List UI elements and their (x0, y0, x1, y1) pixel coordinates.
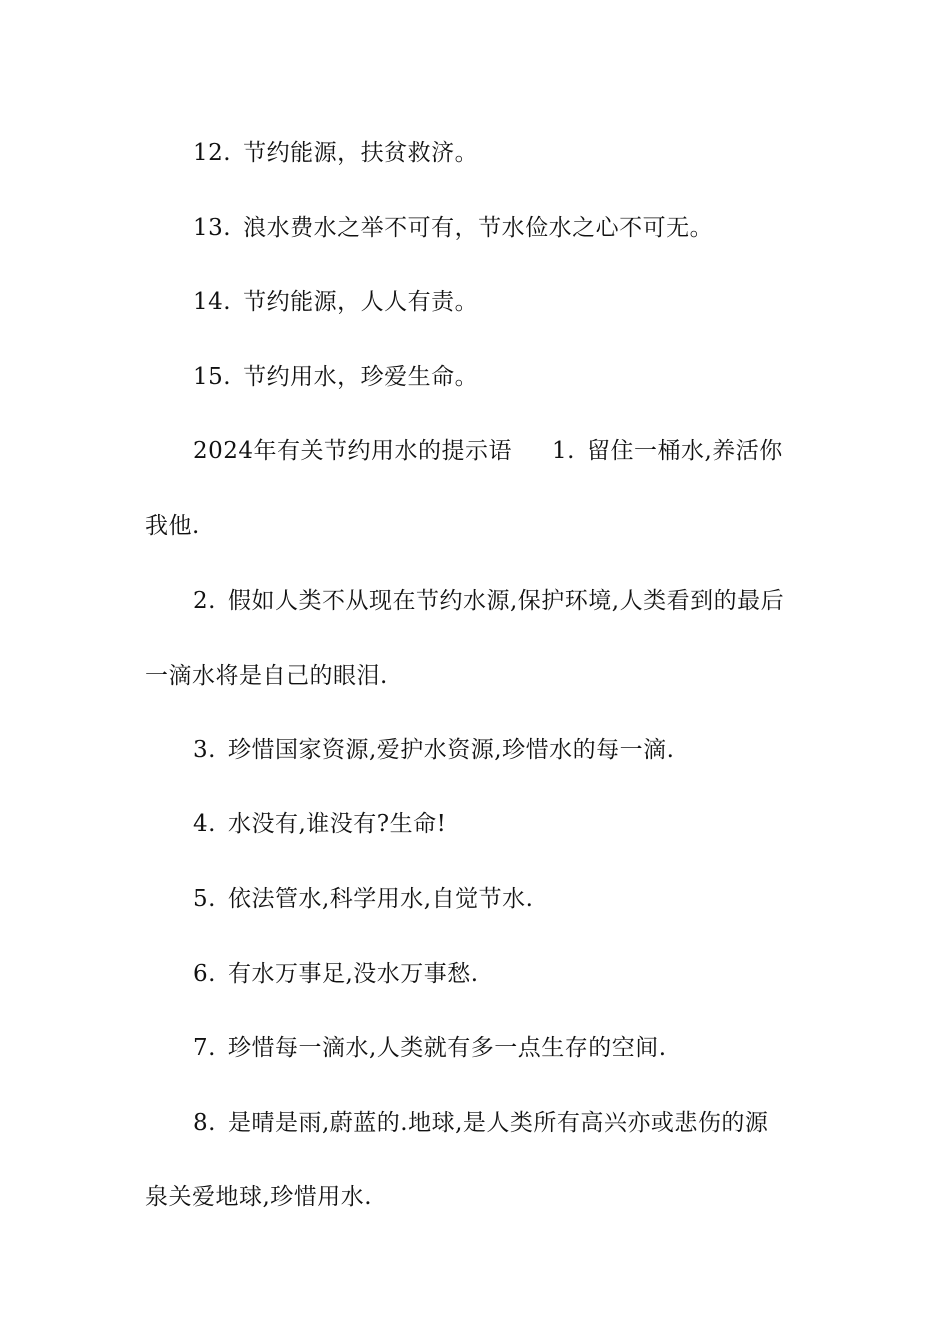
item-text: 节约能源，人人有责。 (243, 289, 479, 315)
tip-text: 珍惜国家资源,爱护水资源,珍惜水的每一滴. (227, 737, 675, 763)
tip-number: 1. (552, 438, 575, 464)
tip-text: 假如人类不从现在节约水源,保护环境,人类看到的最后 (227, 588, 785, 614)
tip-text: 留住一桶水,养活你 (587, 438, 783, 464)
tip-number: 2. (193, 588, 216, 614)
item-number: 14. (193, 289, 232, 315)
tip-2-continuation (145, 660, 388, 692)
tip-6 (193, 958, 479, 990)
tip-3 (193, 734, 674, 766)
heading-and-tip-1 (193, 435, 783, 467)
item-number: 12. (193, 140, 232, 166)
tip-text: 有水万事足,没水万事愁. (227, 961, 479, 987)
item-number: 15. (193, 364, 232, 390)
tip-text: 一滴水将是自己的眼泪. (145, 663, 388, 689)
tip-text: 我他. (145, 513, 200, 539)
tip-7 (193, 1032, 667, 1064)
item-text: 节约能源，扶贫救济。 (243, 140, 479, 166)
item-14 (193, 286, 478, 318)
tip-text: 珍惜每一滴水,人类就有多一点生存的空间. (227, 1035, 667, 1061)
item-15 (193, 361, 478, 393)
tip-number: 5. (193, 886, 216, 912)
section-heading: 2024年有关节约用水的提示语 (193, 438, 513, 464)
tip-text: 依法管水,科学用水,自觉节水. (227, 886, 534, 912)
tip-4 (193, 808, 446, 840)
tip-text: 水没有,谁没有?生命! (227, 811, 447, 837)
tip-number: 8. (193, 1110, 216, 1136)
item-text: 节约用水，珍爱生命。 (243, 364, 479, 390)
tip-number: 7. (193, 1035, 216, 1061)
tip-number: 3. (193, 737, 216, 763)
tip-1-continuation (145, 510, 200, 542)
tip-8 (193, 1107, 768, 1139)
tip-text: 泉关爱地球,珍惜用水. (145, 1184, 373, 1210)
tip-5 (193, 883, 533, 915)
item-12 (193, 137, 478, 169)
item-text: 浪水费水之举不可有，节水俭水之心不可无。 (243, 215, 714, 241)
tip-2 (193, 585, 784, 617)
tip-8-continuation (145, 1181, 372, 1213)
tip-text: 是晴是雨,蔚蓝的.地球,是人类所有高兴亦或悲伤的源 (227, 1110, 769, 1136)
item-number: 13. (193, 215, 232, 241)
tip-number: 6. (193, 961, 216, 987)
tip-number: 4. (193, 811, 216, 837)
item-13 (193, 212, 713, 244)
